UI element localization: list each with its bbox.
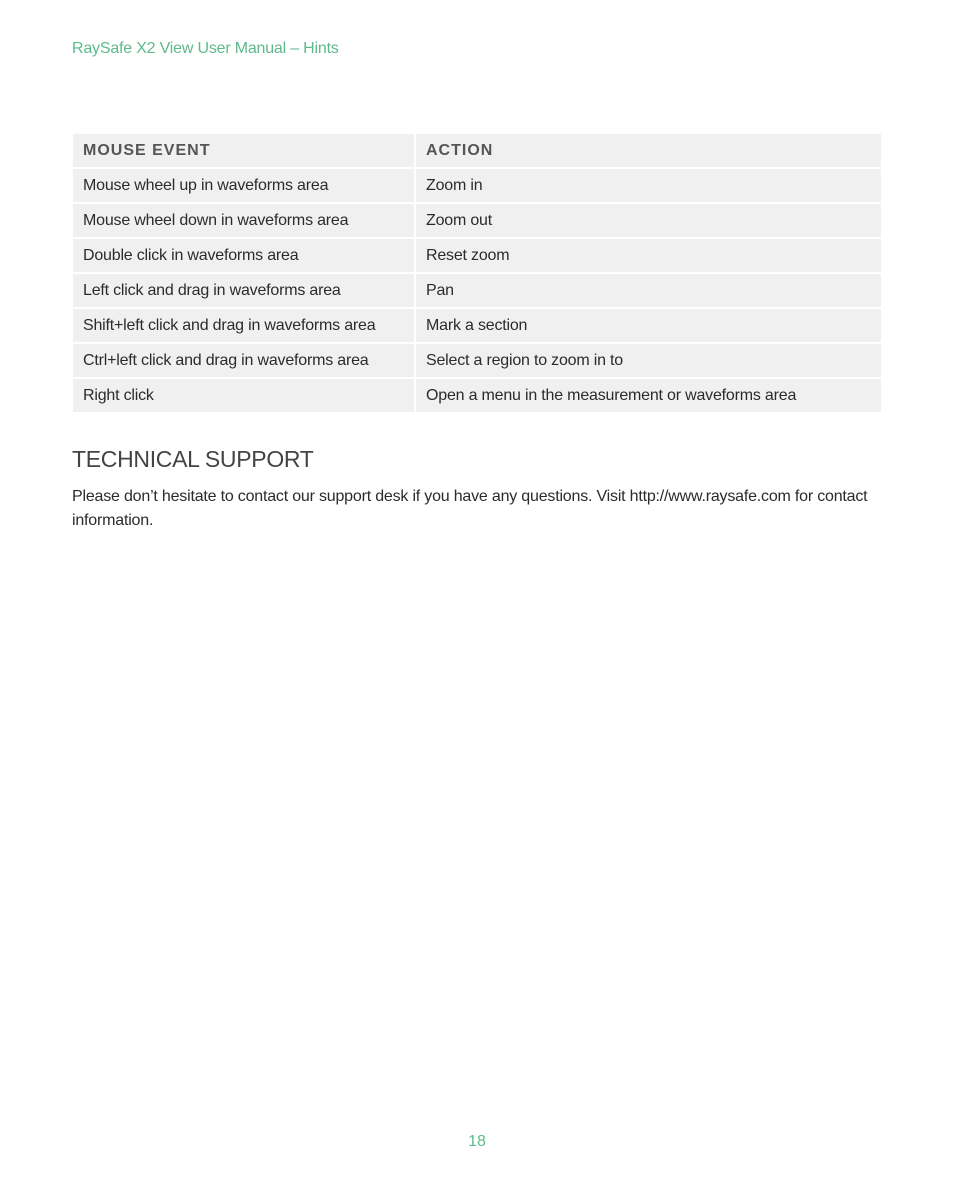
mouse-event-cell: Double click in waveforms area: [73, 239, 414, 272]
action-cell: Select a region to zoom in to: [416, 344, 881, 377]
section-title-technical-support: TECHNICAL SUPPORT: [72, 446, 314, 472]
action-cell: Open a menu in the measurement or waveforms area: [416, 379, 881, 412]
column-header-action: ACTION: [416, 134, 881, 167]
table-row: [73, 204, 881, 237]
action-cell: Zoom in: [416, 169, 881, 202]
page-number: 18: [468, 1133, 486, 1150]
action-cell: Mark a section: [416, 309, 881, 342]
mouse-event-cell: Mouse wheel down in waveforms area: [73, 204, 414, 237]
action-cell: Reset zoom: [416, 239, 881, 272]
mouse-event-cell: Mouse wheel up in waveforms area: [73, 169, 414, 202]
table-row: [73, 379, 881, 412]
table-row: [73, 309, 881, 342]
mouse-event-cell: Shift+left click and drag in waveforms area: [73, 309, 414, 342]
mouse-events-table: [71, 132, 883, 414]
table-row: [73, 169, 881, 202]
table-header-row: [73, 134, 881, 167]
table-row: [73, 239, 881, 272]
action-cell: Pan: [416, 274, 881, 307]
mouse-event-cell: Right click: [73, 379, 414, 412]
mouse-event-cell: Ctrl+left click and drag in waveforms area: [73, 344, 414, 377]
running-header: RaySafe X2 View User Manual – Hints: [72, 40, 339, 57]
support-paragraph: Please don’t hesitate to contact our support desk if you have any questions. Visit http://www.raysafe.com for contact information.: [72, 488, 868, 529]
table-row: [73, 274, 881, 307]
action-cell: Zoom out: [416, 204, 881, 237]
column-header-mouse-event: MOUSE EVENT: [73, 134, 414, 167]
mouse-event-cell: Left click and drag in waveforms area: [73, 274, 414, 307]
table-row: [73, 344, 881, 377]
